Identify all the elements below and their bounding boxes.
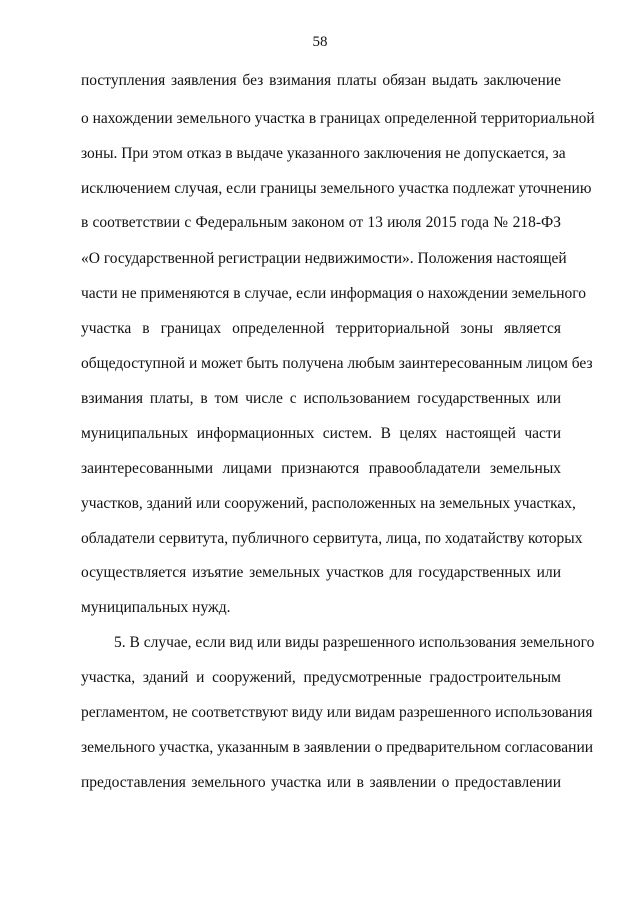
text-line: участка, зданий и сооружений, предусмотренные градостроительным bbox=[81, 669, 561, 686]
text-line: взимания платы, в том числе с использованием государственных или bbox=[81, 390, 561, 407]
text-line: предоставления земельного участка или в заявлении о предоставлении bbox=[81, 774, 561, 791]
paragraph-start-line: 5. В случае, если вид или виды разрешенного использования земельного bbox=[114, 634, 595, 651]
text-line: о нахождении земельного участка в границах определенной территориальной bbox=[81, 110, 595, 127]
text-line: заинтересованными лицами признаются правообладатели земельных bbox=[81, 460, 561, 477]
text-line: участка в границах определенной территориальной зоны является bbox=[81, 320, 561, 337]
text-line: муниципальных нужд. bbox=[81, 599, 231, 616]
text-line: муниципальных информационных систем. В целях настоящей части bbox=[81, 425, 561, 442]
text-line: исключением случая, если границы земельного участка подлежат уточнению bbox=[81, 180, 592, 197]
text-line: части не применяются в случае, если информация о нахождении земельного bbox=[81, 285, 587, 302]
text-line: участков, зданий или сооружений, расположенных на земельных участках, bbox=[81, 495, 576, 512]
text-line: в соответствии с Федеральным законом от 13 июля 2015 года № 218-ФЗ bbox=[81, 214, 561, 231]
text-line: обладатели сервитута, публичного сервитута, лица, по ходатайству которых bbox=[81, 530, 583, 547]
text-line: общедоступной и может быть получена любым заинтересованным лицом без bbox=[81, 355, 593, 372]
text-line: регламентом, не соответствуют виду или видам разрешенного использования bbox=[81, 704, 593, 721]
text-line: земельного участка, указанным в заявлении о предварительном согласовании bbox=[81, 739, 594, 756]
text-line: осуществляется изъятие земельных участков для государственных или bbox=[81, 564, 561, 581]
text-line: «О государственной регистрации недвижимости». Положения настоящей bbox=[81, 250, 567, 267]
text-line: поступления заявления без взимания платы обязан выдать заключение bbox=[81, 72, 561, 89]
page-number: 58 bbox=[312, 34, 328, 50]
text-line: зоны. При этом отказ в выдаче указанного заключения не допускается, за bbox=[81, 145, 566, 162]
